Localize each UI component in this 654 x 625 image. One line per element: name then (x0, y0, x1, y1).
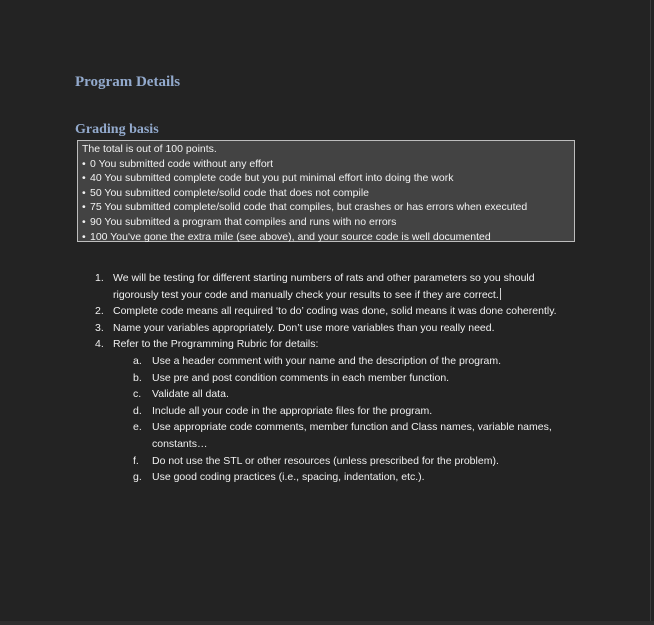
requirement-item-1 (93, 270, 575, 303)
requirement-item-4 (93, 336, 575, 485)
requirement-text: Complete code means all required ‘to do’ coding was done, solid means it was done coherently. (113, 305, 557, 318)
requirement-item-3 (93, 320, 575, 337)
rubric-text: Use a header comment with your name and the description of the program. (152, 354, 502, 367)
bullet-icon: • (82, 157, 86, 170)
rubric-text: Use appropriate code comments, member function and Class names, variable names, constants… (152, 421, 552, 450)
bullet-icon: • (82, 230, 86, 243)
grading-item-90 (82, 215, 574, 230)
grading-intro: The total is out of 100 points. (82, 143, 217, 155)
rubric-item-g (113, 469, 575, 486)
bullet-icon: • (82, 186, 86, 199)
rubric-item-c (113, 386, 575, 403)
grading-list (82, 157, 574, 245)
rubric-list (113, 353, 575, 486)
list-letter: c. (133, 388, 142, 401)
bullet-icon: • (82, 215, 86, 228)
list-letter: e. (133, 421, 142, 434)
text-cursor (500, 288, 501, 300)
rubric-item-f (113, 453, 575, 470)
bullet-icon: • (82, 172, 86, 185)
grading-item-text: 90 You submitted a program that compiles and runs with no errors (90, 215, 397, 228)
requirement-item-2 (93, 303, 575, 320)
grading-item-text: 50 You submitted complete/solid code that does not compile (90, 186, 370, 199)
page-bottom-edge (0, 621, 654, 625)
requirement-text: Refer to the Programming Rubric for details: (113, 338, 319, 351)
grading-item-text: 75 You submitted complete/solid code that compiles, but crashes or has errors when executed (90, 201, 528, 214)
grading-item-50 (82, 186, 574, 201)
rubric-text: Validate all data. (152, 388, 229, 401)
list-letter: f. (133, 454, 139, 467)
grading-item-text: 100 You've gone the extra mile (see above), and your source code is well documented (90, 230, 491, 243)
grading-item-text: 40 You submitted complete code but you put minimal effort into doing the work (90, 172, 454, 185)
grading-item-text: 0 You submitted code without any effort (90, 157, 274, 170)
list-letter: b. (133, 371, 142, 384)
rubric-item-b (113, 370, 575, 387)
rubric-item-e (113, 419, 575, 452)
grading-item-40 (82, 171, 574, 186)
requirements-list (93, 270, 575, 486)
grading-item-100 (82, 230, 574, 245)
rubric-text: Use good coding practices (i.e., spacing, indentation, etc.). (152, 471, 425, 484)
grading-basis-box (77, 140, 575, 242)
grading-item-75 (82, 200, 574, 215)
list-letter: g. (133, 471, 142, 484)
page-title: Program Details (75, 74, 181, 90)
rubric-item-a (113, 353, 575, 370)
rubric-text: Do not use the STL or other resources (unless prescribed for the problem). (152, 454, 499, 467)
list-number: 2. (95, 305, 104, 318)
grading-item-0 (82, 157, 574, 172)
list-number: 1. (95, 272, 104, 284)
rubric-text: Include all your code in the appropriate files for the program. (152, 404, 433, 417)
section-heading-grading-basis: Grading basis (75, 122, 159, 137)
rubric-text: Use pre and post condition comments in each member function. (152, 371, 450, 384)
list-number: 4. (95, 338, 104, 351)
bullet-icon: • (82, 201, 86, 214)
requirement-text: Name your variables appropriately. Don’t use more variables than you really need. (113, 321, 495, 334)
rubric-item-d (113, 403, 575, 420)
requirement-text: We will be testing for different starting numbers of rats and other parameters so you should rigorously test your code and manually check your results to see if they are correct. (113, 272, 535, 301)
list-letter: d. (133, 404, 142, 417)
list-letter: a. (133, 354, 142, 367)
list-number: 3. (95, 321, 104, 334)
